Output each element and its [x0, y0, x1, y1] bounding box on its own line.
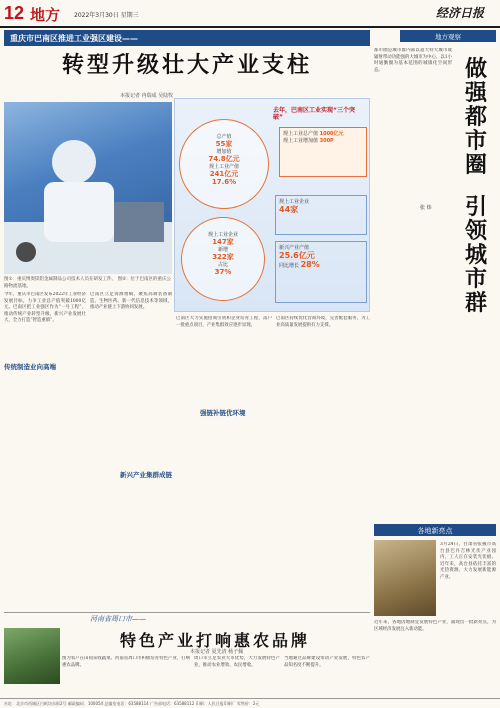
subhead-3: 强链补链优环境 [200, 409, 246, 417]
issue-date: 2022年3月30日 星期三 [74, 12, 139, 19]
stat-value: 241亿元 [209, 170, 239, 178]
stat-label: 新兴产业产值 [279, 245, 310, 251]
section-divider [4, 612, 370, 613]
stat-value: 147家 [212, 238, 234, 246]
stat-box-mid [275, 195, 367, 235]
section3-headline: 特色产业打响惠农品牌 [120, 631, 311, 650]
stat-label: 占比 [217, 262, 228, 268]
subhead-1: 传统制造业向高端 [4, 363, 56, 371]
stat-value: 28% [300, 260, 320, 269]
right-byline: 张 炜 [420, 205, 432, 211]
stat-label: 规上工业总产值 [283, 131, 319, 137]
stat-bubble-1 [179, 119, 269, 209]
article-column-3: 巴南区大力实施招商引资和企业培育工程，落户一批重点项目，产业集群效应逐步显现。 [176, 316, 272, 328]
page-number: 12 [4, 3, 25, 23]
section3-byline: 本报记者 夏先清 杨子佩 [190, 649, 244, 655]
subhead-2: 新兴产业集群成链 [120, 471, 172, 479]
stat-label: 规上工业企业 [279, 199, 310, 205]
stat-value: 25.6亿元 [279, 251, 315, 260]
stat-label: 总产值 [216, 134, 232, 140]
stat-value: 44家 [279, 205, 299, 214]
main-headline: 转型升级壮大产业支柱 [61, 53, 312, 78]
main-kicker: 重庆市巴南区推进工业强区建设—— [4, 30, 370, 46]
stat-label: 规上工业企业 [207, 232, 238, 238]
worker-photo-illustration [4, 102, 172, 274]
right-headline-2: 引领城市群 [464, 195, 487, 316]
stat-label: 同比增长 [279, 263, 300, 269]
main-byline: 本报记者 冉瑞成 吴陆牧 [120, 93, 174, 99]
section3-photo [4, 628, 60, 684]
stat-box-top [279, 127, 367, 177]
right-column-tag: 地方观察 [400, 30, 496, 42]
stat-value: 300P [319, 138, 334, 144]
solar-photo [374, 540, 436, 616]
stat-value: 55家 [215, 140, 233, 148]
stat-value: 322家 [212, 253, 234, 261]
article-column-1: 今年，重庆市巴南区发布2022年工业经济发展目标，力争工业总产值突破1000亿元。巴南区把工业强区作为“一号工程”，推动传统产业转型升级、新兴产业发展壮大，全力打造“智造重镇”。 [4, 292, 86, 324]
stat-value: 74.8亿元 [208, 155, 240, 163]
right-commentary: 都市圈是城市群内部以超大特大城市或辐射带动功能强的大城市为中心、以1小时通勤圈为基本范围的城镇化空间形态。 [374, 48, 452, 73]
stat-value: 17.6% [211, 178, 237, 186]
newspaper-logo: 经济日报 [436, 6, 485, 20]
infographic [174, 98, 370, 312]
section3-column-1: 周口市立足农业大市优势，大力发展特色产业，推动农业增效、农民增收。 [194, 656, 280, 668]
stat-label: 增加值 [216, 149, 232, 155]
section3-column-2: 当地通过品牌建设带动产业发展，特色农产品知名度不断提升。 [284, 656, 370, 668]
right-headline-1: 做强都市圈 [464, 57, 487, 178]
stat-value: 1000亿元 [319, 131, 344, 137]
stat-value: 37% [214, 268, 232, 276]
stat-label: 规上工业增加值 [283, 138, 319, 144]
infographic-title: 去年，巴南区工业实现“三个突破” [273, 107, 355, 121]
article-column-2: 巴南区立足资源禀赋，聚焦高端装备制造、生物医药、新一代信息技术等领域，推动产业链上下游协同发展。 [90, 292, 172, 311]
stat-label: 新增 [217, 247, 228, 253]
section3-kicker: 河南省周口市—— [90, 615, 146, 623]
article-column-4: 巴南区持续优化营商环境，完善配套服务，为工业高质量发展提供有力支撑。 [276, 316, 370, 328]
section2-caption: 3月24日，甘肃省张掖市高台县巴丹吉林光伏产业园内，工人正在安装光伏板。近年来，高台县依托丰富的光热资源，大力发展新能源产业。 [440, 542, 496, 580]
section3-caption: 图为农户在田间采收蔬菜。河南省周口市积极培育特色产业，打响惠农品牌。 [62, 656, 190, 668]
stat-box-bottom [275, 241, 367, 303]
section2-article: 近年来，各地因地制宜发展特色产业，涌现出一批新亮点，为区域经济发展注入新动能。 [374, 620, 496, 632]
stat-bubble-2 [181, 217, 265, 301]
page-footer: 社址：北京市西城区白纸坊东街2号 邮政编码：100054 总编室电话：63588114 广告部电话：63588112 印刷：人民日报印刷厂 零售价：2元 [0, 698, 500, 708]
photo-caption: 图①：重庆博奥镁铝金属制品公司技术人员在研发工件。 图②：位于巴南区的重庆公路物流基地。 [4, 277, 171, 289]
section-name: 地方 [30, 6, 61, 24]
section2-title: 各地新亮点 [374, 524, 496, 536]
main-photo [4, 102, 172, 274]
stat-label: 规上工业产值 [208, 164, 239, 170]
